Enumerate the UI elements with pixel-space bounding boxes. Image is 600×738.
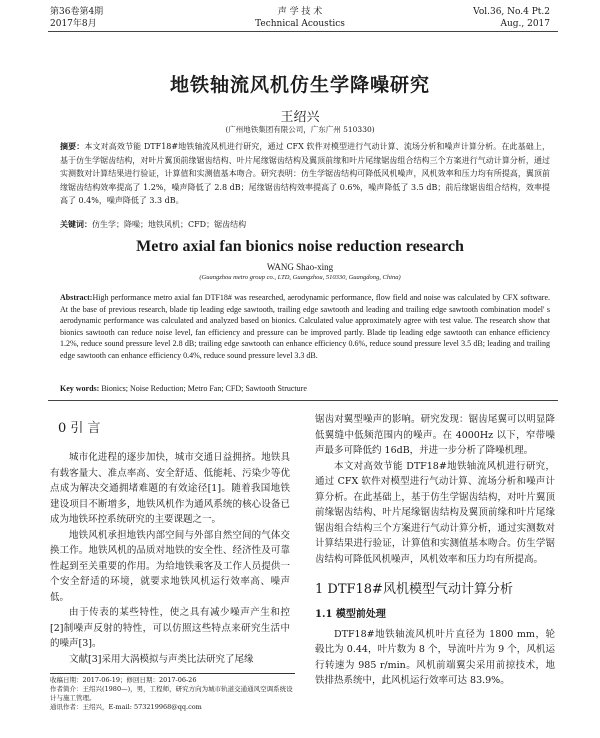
paragraph: 地铁风机承担地铁内部空间与外部自然空间的气体交换工作。地铁风机的品质对地铁的安全性、经济性及可靠性起到至关重要的作用。为给地铁乘客及工作人员提供一个安全舒适的环境，就要求地铁风机运行效率高、噪声低。 (50, 529, 290, 603)
section-1-heading: 1 DTF18#风机模型气动计算分析 (315, 582, 513, 597)
paragraph: DTF18#地铁轴流风机叶片直径为 1800 mm，轮毂比为 0.44，叶片数为 8 个，导流叶片为 9 个，风机运行转速为 985 r/min。风机前端翼尖采用前掠技术，地铁排热系统中，此风机运行效率可达 83.9%。 (315, 628, 555, 686)
abstract-en-label: Abstract: (60, 293, 93, 302)
paragraph: 文献[3]采用大涡模拟与声类比法研究了尾缘 (69, 653, 254, 665)
footnote (50, 676, 295, 712)
abstract-cn-text: 本文对高效节能 DTF18#地铁轴流风机进行研究，通过 CFX 软件对模型进行气动计算、流场分析和噪声计算分析。在此基础上，基于仿生学锯齿结构，对叶片翼顶前缘锯齿结构、叶片尾缘锯齿结构及翼顶前缘和叶片尾缘锯齿组合结构三个方案进行气动计算分析，通过实测数对计算结果进行验证，计算值和实测值基本吻合。研究表明：仿生学锯齿结构可降低风机噪声，风机效率和压力均有所提高，翼顶前缘锯齿结构效率提高了 1.2%，噪声降低了 2.8 dB；尾缘锯齿结构效率提高了 0.6%，噪声降低了 3.5 dB；前后缘锯齿组合结构，效率提高了 0.4%，噪声降低了 3.3 dB。 (60, 142, 550, 205)
header-date-en: Aug., 2017 (500, 19, 550, 29)
abstract-cn (60, 140, 550, 208)
right-column (315, 412, 555, 689)
footnote-author-bio: 作者简介：王绍兴(1980—)，男，工程师，研究方向为城市轨道交通通风空调系统设计与施工管理。 (50, 685, 293, 702)
abstract-en-text: High performance metro axial fan DTF18# was researched, aerodynamic performance, flow field and noise was calculated by CFX software. At the base of previous research, blade tip leading edge sawtooth, trailing edge sawtooth and leading and trailing edge sawtooth combination model' s aerodynamic performance was calculated and analyzed based on bionics. Calculated value approximately agree with test value. The research show that bionics sawtooth can reduce noise level, fan efficiency and pressure can be improved partly. Blade tip leading edge sawtooth can enhance efficiency 1.2%, reduce sound pressure level 2.8 dB; trailing edge sawtooth can enhance efficiency 0.6%, reduce sound pressure level 3.5 dB; leading and trailing edge sawtooth can enhance efficiency 0.4%, reduce sound pressure level 3.3 dB. (60, 293, 550, 360)
keywords-cn-label: 关键词： (60, 219, 92, 229)
abstract-rule (48, 400, 558, 401)
journal-name-en: Technical Acoustics (255, 19, 345, 29)
journal-name-cn: 声 学 技 术 (277, 7, 323, 17)
header-rule (48, 31, 558, 32)
paper-title-cn: 地铁轴流风机仿生学降噪研究 (169, 74, 430, 96)
header-volume: 第36卷第4期 (50, 7, 104, 17)
keywords-cn-text: 仿生学；降噪；地铁风机；CFD；锯齿结构 (92, 220, 247, 229)
header-date: 2017年8月 (50, 19, 97, 29)
header-volume-en: Vol.36, No.4 Pt.2 (473, 7, 550, 17)
paragraph: 本文对高效节能 DTF18#地铁轴流风机进行研究，通过 CFX 软件对模型进行气动计算、流场分析和噪声计算分析。在此基础上，基于仿生学锯齿结构，对叶片翼顶前缘锯齿结构、叶片尾缘锯齿结构及翼顶前缘和叶片尾缘锯齿组合结构三个方案进行气动计算分析，通过实测数对计算结果进行验证，计算值和实测值基本吻合。仿生学锯齿结构可降低风机噪声，风机效率和压力均有所提高。 (315, 460, 555, 565)
subsection-1-1-heading: 1.1 模型前处理 (315, 609, 386, 620)
keywords-en (60, 384, 550, 393)
abstract-cn-label: 摘要： (60, 141, 85, 151)
footnote-received: 收稿日期：2017-06-19；修回日期：2017-06-26 (50, 676, 197, 684)
paper-title-en: Metro axial fan bionics noise reduction research (136, 238, 464, 255)
affiliation-cn: (广州地铁集团有限公司，广东广州 510330) (225, 125, 375, 134)
section-0-heading: 0 引 言 (58, 421, 101, 436)
affiliation-en: (Guangzhou metro group co., LTD, Guangzhou, 510330, Guangdong, China) (199, 274, 401, 281)
abstract-en (60, 292, 550, 361)
keywords-en-label: Key words: (60, 384, 100, 393)
footnote-rule (50, 673, 295, 674)
paragraph: 由于传表的某些特性，使之具有减少噪声产生和控[2]制噪声反射的特性，可以仿照这些特点来研究生活中的噪声[3]。 (50, 607, 290, 649)
author-en: WANG Shao-xing (266, 262, 334, 272)
paragraph: 城市化进程的逐步加快，城市交通日益拥挤。地铁具有载客量大、准点率高、安全舒适、低能耗、污染少等优点成为解决交通拥堵难题的有效途径[1]。随着我国地铁建设项目不断增多，地铁风机作为通风系统的核心设备已成为地铁环控系统研究的主要课题之一。 (50, 452, 290, 525)
header-right (473, 6, 550, 30)
keywords-cn (60, 218, 550, 232)
paragraph-continued: 锯齿对翼型噪声的影响。研究发现：锯齿尾翼可以明显降低翼缝中低频范围内的噪声。在 4000Hz 以下，窄带噪声最多可降低约 16dB，并进一步分析了降噪机理。 (315, 414, 555, 456)
keywords-en-text: Bionics; Noise Reduction; Metro Fan; CFD; Sawtooth Structure (101, 384, 307, 393)
footnote-contact: 通讯作者：王绍兴，E-mail: 573219968@qq.com (50, 703, 202, 711)
left-column (50, 412, 290, 667)
author-cn: 王绍兴 (280, 110, 320, 125)
